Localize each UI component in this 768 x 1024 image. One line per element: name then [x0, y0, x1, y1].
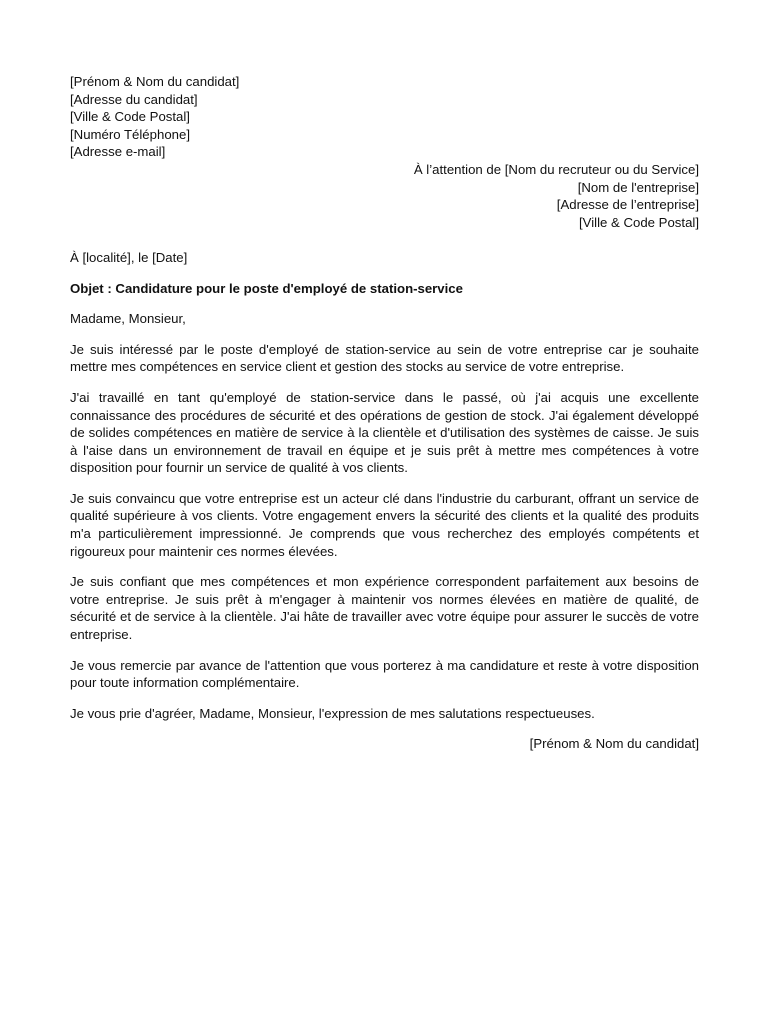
date-line: À [localité], le [Date] [70, 249, 188, 265]
letter-page [70, 73, 699, 753]
body-paragraph: Je suis convaincu que votre entreprise est un acteur clé dans l'industrie du carburant, offrant un service de qualité supérieure à vos clients. Votre engagement envers la sécurité des clients et la qualité des produits m'a particulièrement impressionné. Je comprends que vous recherchez des employés compétents et rigoureux pour maintenir ces normes élevées. [70, 490, 699, 559]
body-paragraph: Je suis intéressé par le poste d'employé de station-service au sein de votre entreprise car je souhaite mettre mes compétences en service client et gestion des stocks au service de votre entreprise. [70, 341, 699, 375]
recipient-company: [Nom de l'entreprise] [577, 179, 699, 195]
closing-formula: Je vous prie d'agréer, Madame, Monsieur, l'expression de mes salutations respectueuses. [70, 705, 595, 721]
body-paragraph: Je suis confiant que mes compétences et mon expérience correspondent parfaitement aux besoins de votre entreprise. Je suis prêt à m'engager à maintenir vos normes élevées en matière de qualité, de sécurité et de service à la clientèle. J'ai hâte de travailler avec votre équipe pour assurer le succès de votre entreprise. [70, 574, 699, 643]
sender-block [70, 73, 699, 161]
signature: [Prénom & Nom du candidat] [529, 736, 699, 752]
recipient-block [70, 161, 699, 231]
sender-email: [Adresse e-mail] [70, 144, 166, 160]
sender-name: [Prénom & Nom du candidat] [70, 74, 240, 89]
sender-address: [Adresse du candidat] [70, 91, 198, 107]
recipient-city: [Ville & Code Postal] [579, 214, 699, 230]
subject-line: Objet : Candidature pour le poste d'employé de station-service [70, 280, 463, 296]
body-paragraph: Je vous remercie par avance de l'attention que vous porterez à ma candidature et reste à votre disposition pour toute information complémentaire. [70, 657, 699, 691]
body-paragraph: J'ai travaillé en tant qu'employé de station-service dans le passé, où j'ai acquis une excellente connaissance des procédures de sécurité et des opérations de gestion de stock. J'ai également développé de solides compétences en matière de service à la clientèle et d'utilisation des systèmes de caisse. Je suis à l'aise dans un environnement de travail en équipe et je suis prêt à mettre mes compétences à votre disposition pour fournir un service de qualité à vos clients. [70, 389, 699, 476]
recipient-address: [Adresse de l’entreprise] [556, 197, 699, 213]
recipient-attention: À l’attention de [Nom du recruteur ou du Service] [413, 161, 699, 177]
sender-city: [Ville & Code Postal] [70, 109, 190, 125]
sender-phone: [Numéro Téléphone] [70, 126, 190, 142]
salutation: Madame, Monsieur, [70, 311, 186, 327]
